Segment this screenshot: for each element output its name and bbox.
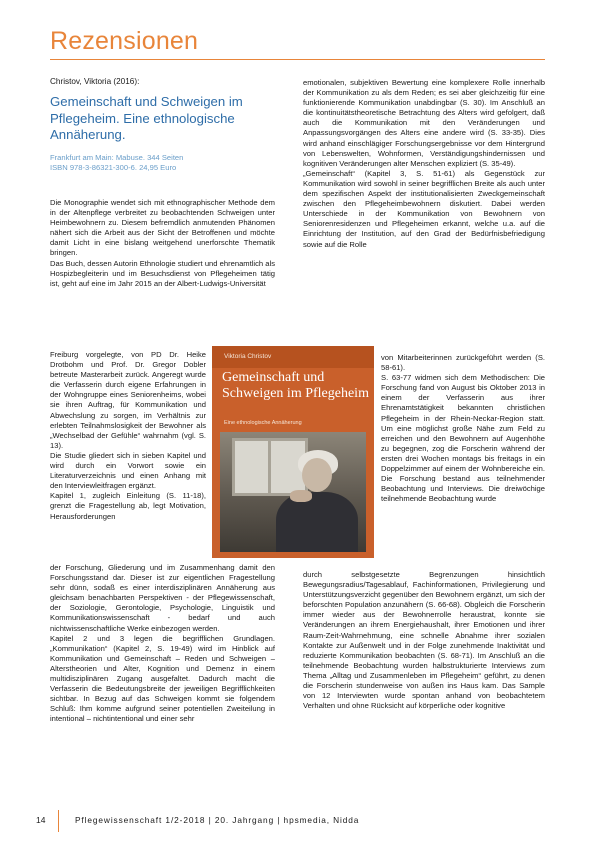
publication-info: Frankfurt am Main: Mabuse. 344 Seiten [50,153,184,162]
book-title: Gemeinschaft und Schweigen im Pflegeheim. Eine ethnologische Annäherung. [50,94,243,143]
page-number: 14 [36,815,46,825]
cover-author: Viktoria Christov [224,353,272,360]
book-cover-image [212,346,374,558]
body-column-left-top [50,198,275,289]
paragraph: „Gemeinschaft“ (Kapitel 3, S. 51-61) als Gegenstück zur Kommunikation wird sowohl in seiner begrifflichen Breite als auch unter dem spezifischen Aspekt der institutionalisierten Zweckgemeinschaft zwischen den Pflegeheimbewohnern diskutiert. Dabei werden Unterschiede in der Kommunikation von Bewohnern von Seniorenresidenzen und Pflegeheimen erkannt, welche u.a. auf die Einrichtung der Institution, auf den Grad der Bedürfnisbefriedigung sowie auf die Rolle [303,168,545,249]
body-column-left-narrow [50,350,206,522]
paragraph: Kapitel 1, zugleich Einleitung (S. 11-18), grenzt die Fragestellung ab, legt Motivation, Herausforderungen [50,491,206,521]
body-column-right-narrow [381,353,545,504]
isbn-price: ISBN 978-3-86321-300-6. 24,95 Euro [50,162,177,172]
body-column-right-bottom [303,570,545,711]
paragraph: Kapitel 2 und 3 legen die begrifflichen Grundlagen. „Kommunikation“ (Kapitel 2, S. 19-49) wird im Hinblick auf Kommunikation und Gemeinschaft – Reden und Schweigen – Alterstheorien und Alter, Kognition und Demenz in einem multidisziplinären Zugang ausgefaltet. Dadurch macht die Verfasserin die Bedeutungsbreite der jeweiligen Begrifflichkeiten sichtbar. In Bezug auf das Schweigen kommt sie folgendem Schluß: Ihm komme aufgrund seiner potentiellen Zweiteilung in intentional – nichtintentional und einer sehr [50,633,275,724]
body-column-right-top [303,78,545,250]
paragraph: S. 63-77 widmen sich dem Methodischen: Die Forschung fand von August bis Oktober 2013 in einem der Verfasserin aus ihrer Ehrenamtstätigkeit bekannten christlichen Pflegeheim in der Rhein-Neckar-Region statt. Um eine möglichst große Nähe zum Feld zu erreichen und den Bewohnern auf Augenhöhe zu begegnen, zog die Forscherin während der ersten drei Wochen montags bis freitags in ein Doppelzimmer auf einem der Wohnbereiche ein. Die Forschung bestand aus teilnehmender Beobachtung und Interviews. Die dreiwöchige teilnehmende Beobachtung wurde [381,373,545,504]
review-author: Christov, Viktoria (2016): [50,77,140,86]
page-title: Rezensionen [50,27,199,55]
cover-photo-person [276,492,358,552]
body-column-left-bottom [50,563,275,725]
paragraph: durch selbstgesetzte Begrenzungen hinsichtlich Bewegungsradius/Tagesablauf, Fachinformationen, Privilegierung und Unterstützungsverzicht gegenüber den Bewohnern ergänzt, um sich der beforschten Population anzunähern (S. 66-68). Obgleich die Forscherin immer wieder aus der Bewohnerrolle heraustrat, konnte sie Veränderungen an ihrem Energiehaushalt, ihrer Emotionen und ihrer Raum-Zeit-Wahrnehmung, eine schnelle Abnahme ihrer sozialen Kontakte zur Außenwelt und in der Folge zunehmende Inaktivität und reduzierte Kommunikation beobachten (S. 68-71). Im Anschluß an die teilnehmende Beobachtung wurden halbstrukturierte Interviews zum Thema „Alltag und Zusammenleben im Pflegeheim“ geführt, zu denen die Forscherin stundenweise von außen ins Haus kam. Das Sample von 12 Interviewten wurde spontan anhand von beobachtetem Verhalten und ohne Rücksicht auf körperliche oder kognitive [303,570,545,711]
paragraph: emotionalen, subjektiven Bewertung eine komplexere Rolle innerhalb der Kommunikation zu als dem Reden; es sei aber gleichzeitig für eine funktionierende Kommunikation unabdingbar (S. 30). Im Anschluß an die kontinuitätstheoretische Betrachtung des Alters wird gefolgert, daß auch die Kommunikation mit den Veränderungen und Anpassungsvorgängen des Alters eine andere wird (S. 33-35). Dies wird anhand einschlägiger Forschungsergebnisse vor dem Hintergrund von Lebenswelten, Wohnformen, Verständigungshindernissen und kognitiven Veränderungen alter Menschen expliziert (S. 35-49). [303,78,545,168]
paragraph: Freiburg vorgelegte, von PD Dr. Heike Drotbohm und Prof. Dr. Gregor Dobler betreute Masterarbeit zurück. Angeregt wurde die Verfasserin durch eigene Erfahrungen in der Wohngruppe eines Seniorenheims, wobei sie ihren Auftrag, für Kommunikation und Abwechslung zu sorgen, im Verhältnis zur erlebten Teilnahmslosigkeit der Bewohner als „Wechselbad der Gefühle“ wahrnahm (vgl. S. 13). [50,350,206,450]
title-divider [50,59,545,60]
paragraph: Die Studie gliedert sich in sieben Kapitel und wird durch ein Vorwort sowie ein Literaturverzeichnis und einen Anhang mit den Interviewleitfragen ergänzt. [50,450,206,491]
book-meta [50,153,275,173]
paragraph: Die Monographie wendet sich mit ethnographischer Methode dem in der Altenpflege verbreitet zu beobachtenden Schweigen unter Heimbewohnern zu. Diesem befremdlich anmutenden Phänomen nähert sich die Arbeit aus der Sicht der Betroffenen und möchte damit Licht in eine bislang weitgehend unerforschte Thematik bringen. [50,198,275,258]
cover-photo-hand [290,490,312,502]
footer-journal-info: Pflegewissenschaft 1/2-2018 | 20. Jahrgang | hpsmedia, Nidda [75,815,360,825]
paragraph: Das Buch, dessen Autorin Ethnologie studiert und ehrenamtlich als Hospizbegleiterin und im Besuchsdienst von Pflegeheimen tätig ist, geht auf eine im Jahr 2015 an der Albert-Ludwigs-Universität [50,258,275,288]
cover-subtitle: Eine ethnologische Annäherung [224,420,302,426]
footer-divider [58,810,59,832]
cover-photo-window [232,438,308,496]
cover-title: Gemeinschaft und Schweigen im Pflegeheim [222,370,369,401]
cover-photo [220,432,366,552]
paragraph: der Forschung, Gliederung und im Zusammenhang damit den Forschungsstand dar. Dieser ist zur eigentlichen Fragestellung sehr dünn, sodaß es einer interdisziplinären Annäherung aus gleichsam benachbarten Perspektiven - der Pflegewissenschaft, der Soziologie, Gerontologie, Psychologie, Linguistik und Kommunikationswissenschaft - bedarf und auch nichtwissenschaftliche Werke einbezogen werden. [50,563,275,633]
cover-photo-face [302,458,332,492]
paragraph: von Mitarbeiterinnen zurückgeführt werden (S. 58-61). [381,353,545,373]
